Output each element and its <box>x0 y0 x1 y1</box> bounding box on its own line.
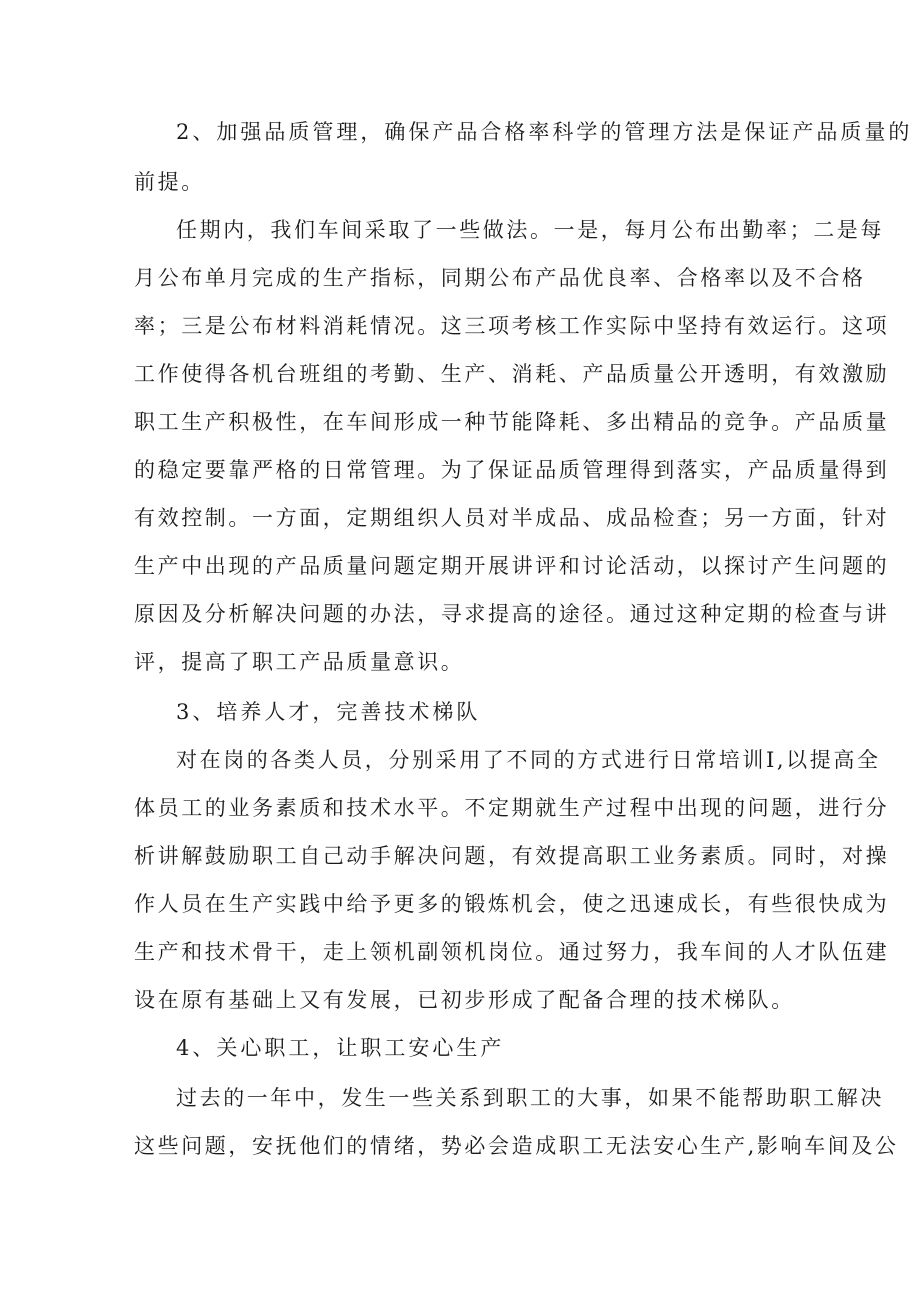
paragraph-line: 率；三是公布材料消耗情况。这三项考核工作实际中坚持有效运行。这项 <box>134 314 890 338</box>
paragraph-line: 有效控制。一方面，定期组织人员对半成品、成品检查；另一方面，针对 <box>134 506 890 530</box>
paragraph-line: 设在原有基础上又有发展，已初步形成了配备合理的技术梯队。 <box>134 988 795 1012</box>
paragraph-line: 过去的一年中，发生一些关系到职工的大事，如果不能帮助职工解决 <box>176 1086 884 1110</box>
paragraph-line: 评，提高了职工产品质量意识。 <box>134 650 465 674</box>
paragraph-line: 体员工的业务素质和技术水平。不定期就生产过程中出现的问题，进行分 <box>134 796 890 820</box>
paragraph-line: 职工生产积极性，在车间形成一种节能降耗、多出精品的竞争。产品质量 <box>134 410 890 434</box>
paragraph-line: 这些问题，安抚他们的情绪，势必会造成职工无法安心生产,影响车间及公 <box>134 1134 899 1158</box>
paragraph-line: 原因及分析解决问题的办法，寻求提高的途径。通过这种定期的检查与讲 <box>134 602 890 626</box>
paragraph-line: 析讲解鼓励职工自己动手解决问题，有效提高职工业务素质。同时，对操 <box>134 844 890 868</box>
paragraph-line: 前提。 <box>134 170 205 194</box>
paragraph-line: 对在岗的各类人员，分别采用了不同的方式进行日常培训I,以提高全 <box>176 748 881 772</box>
section-heading-3: 3、培养人才，完善技术梯队 <box>176 700 481 724</box>
paragraph-line: 月公布单月完成的生产指标，同期公布产品优良率、合格率以及不合格 <box>134 266 866 290</box>
section-heading-2: 2、加强品质管理，确保产品合格率科学的管理方法是保证产品质量的 <box>176 120 913 144</box>
paragraph-line: 任期内，我们车间采取了一些做法。一是，每月公布出勤率；二是每 <box>176 218 884 242</box>
paragraph-line: 工作使得各机台班组的考勤、生产、消耗、产品质量公开透明，有效激励 <box>134 362 890 386</box>
paragraph-line: 生产中出现的产品质量问题定期开展讲评和讨论活动，以探讨产生问题的 <box>134 554 890 578</box>
paragraph-line: 作人员在生产实践中给予更多的锻炼机会，使之迅速成长，有些很快成为 <box>134 892 890 916</box>
section-heading-4: 4、关心职工，让职工安心生产 <box>176 1036 505 1060</box>
paragraph-line: 生产和技术骨干，走上领机副领机岗位。通过努力，我车间的人才队伍建 <box>134 940 890 964</box>
paragraph-line: 的稳定要靠严格的日常管理。为了保证品质管理得到落实，产品质量得到 <box>134 458 890 482</box>
